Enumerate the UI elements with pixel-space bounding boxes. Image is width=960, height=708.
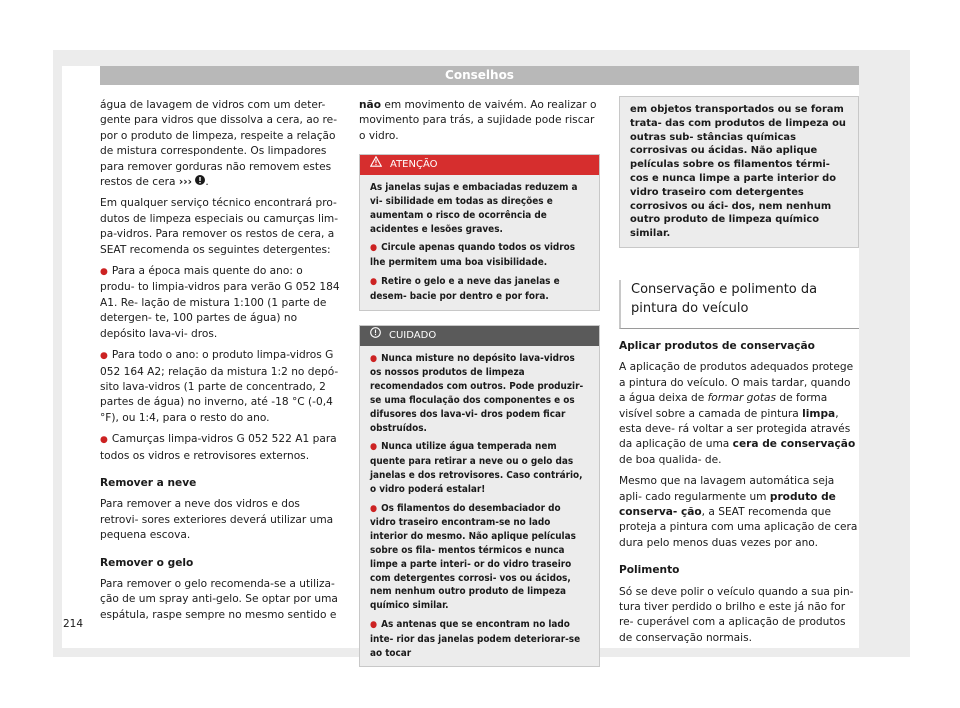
paragraph-text: água de lavagem de vidros com um deter- gente para vidros que dissolva a cera, ao re- por o produto de limpeza, respeite a relação de mistura correspondente. Os limpadores para remover gorduras não removem estes restos de cera <box>100 99 338 189</box>
list-item-text: Para a época mais quente do ano: o produ- to limpia-vidros para verão G 052 184 A1. Re- lação de mistura 1:100 (1 parte de detergen- te, 100 partes de água) no depósito lava-vi- dros. <box>100 265 340 340</box>
italic-run: formar gotas <box>707 392 777 405</box>
caution-header <box>360 326 599 346</box>
paragraph-text: em movimento de vaivém. Ao realizar o movimento para trás, a sujidade pode riscar o vidro. <box>359 99 597 142</box>
list-item <box>100 348 340 426</box>
subheading-remover-gelo: Remover o gelo <box>100 556 194 569</box>
section-title-text: Conservação e polimento da pintura do veículo <box>631 281 818 316</box>
list-item-text: As antenas que se encontram no lado inte- rior das janelas podem deteriorar-se ao tocar <box>370 618 581 659</box>
bullet-icon: ● <box>370 353 378 364</box>
list-item <box>370 618 589 660</box>
list-item-text: Retire o gelo e a neve das janelas e desem- bacie por dentro e por fora. <box>370 276 560 302</box>
paragraph: Para remover o gelo recomenda-se a utiliza- ção de um spray anti-gelo. Se optar por uma espátula, raspe sempre no mesmo sentido e <box>100 577 338 621</box>
list-item-text: Camurças limpa-vidros G 052 522 A1 para todos os vidros e retrovisores externos. <box>100 433 337 462</box>
list-item-text: Os filamentos do desembaciador do vidro traseiro encontram-se no lado interior do mesmo. Não aplique películas sobre os fila- mentos térmicos e nunca limpe a parte interi- or do vidro traseiro com detergentes corrosi- vos ou ácidos, nem nenhum outro produto de limpeza químico similar. <box>370 502 576 612</box>
list-item-text: Para todo o ano: o produto limpa-vidros G 052 164 A2; relação da mistura 1:2 no depó- sito lava-vidros (1 parte de concentrado, 2 partes de água) no inverno, até -18 °C (-0,4 °F), ou 1:4, para o resto do ano. <box>100 349 339 424</box>
section-title <box>619 280 859 329</box>
list-item-text: Nunca utilize água temperada nem quente para retirar a neve ou o gelo das janelas e dos retrovisores. Caso contrário, o vidro poderá estalar! <box>370 441 583 495</box>
paragraph <box>359 98 600 144</box>
warning-label: ATENÇÃO <box>390 159 438 171</box>
warning-box <box>359 154 600 310</box>
bullet-icon: ● <box>370 442 378 453</box>
bold-run: limpa <box>802 407 836 420</box>
list-item-text: Circule apenas quando todos os vidros lhe permitem uma boa visibilidade. <box>370 242 576 269</box>
bullet-icon: ● <box>370 277 378 287</box>
bullet-icon: ● <box>370 503 378 514</box>
paragraph: Só se deve polir o veículo quando a sua pin- tura tiver perdido o brilho e este já não for re- cuperável com a aplicação de produtos de conservação normais. <box>619 585 854 644</box>
bullet-icon: ● <box>100 435 108 446</box>
text-run: A aplicação de produtos adequados protege a pintura do veículo. O mais tardar, quando a água deixa de <box>619 361 854 405</box>
text-run: , a SEAT recomenda que proteja a pintura com uma aplicação de cera dura pelo menos duas vezes por ano. <box>619 506 858 549</box>
paragraph: Para remover a neve dos vidros e dos retrovi- sores exteriores deverá utilizar uma pequena escova. <box>100 498 334 542</box>
text-run: Mesmo que na lavagem automática seja apli- cado regularmente um <box>619 475 835 503</box>
bullet-icon: ● <box>100 351 108 362</box>
paragraph: água de lavagem de vidros com um deter- gente para vidros que dissolva a cera, ao re- por o produto de limpeza, respeite a relação de mistura correspondente. Os limpadores para remover gorduras não removem estes restos de cera ››› . <box>100 98 340 190</box>
info-icon <box>195 175 205 190</box>
bold-run: cera de conservação <box>732 438 856 451</box>
emphasis: não <box>359 99 381 111</box>
bullet-icon: ● <box>370 619 378 630</box>
paragraph: Em qualquer serviço técnico encontrará pro- dutos de limpeza especiais ou camurças lim- pa-vidros. Para remover os restos de cera, a SEAT recomenda os seguintes detergentes: <box>100 197 339 256</box>
list-item <box>370 502 589 613</box>
warning-body <box>360 175 599 309</box>
list-item <box>370 241 589 270</box>
subheading-remover-neve: Remover a neve <box>100 476 197 489</box>
list-item <box>370 275 589 304</box>
bold-run: produto de conserva- ção <box>619 490 836 519</box>
bullet-icon: ● <box>100 267 108 278</box>
caution-body <box>360 346 599 667</box>
column-3 <box>619 96 859 652</box>
warning-header <box>360 155 599 175</box>
caution-label: CUIDADO <box>389 329 437 341</box>
cross-reference-arrows[interactable]: ››› <box>178 176 192 189</box>
caution-box <box>359 325 600 668</box>
page-number: 214 <box>63 618 84 630</box>
bullet-icon: ● <box>370 243 378 254</box>
text-run: , esta deve- rá voltar a ser protegida através da aplicação de uma <box>619 407 851 451</box>
text-run: de boa qualida- de. <box>619 453 722 466</box>
column-2 <box>359 98 600 667</box>
list-item <box>100 432 340 464</box>
paragraph <box>619 360 859 468</box>
caution-circle-icon <box>370 326 381 346</box>
list-item-text: Nunca misture no depósito lava-vidros os nossos produtos de limpeza recomendados com outros. Pode produzir-se uma floculação dos componentes e os difusores dos lava-vi- dros podem ficar obstruídos. <box>370 352 584 434</box>
list-item <box>370 440 589 496</box>
subheading-polimento: Polimento <box>619 564 680 577</box>
paragraph <box>619 474 859 551</box>
list-item <box>100 264 340 342</box>
warning-text: As janelas sujas e embaciadas reduzem a vi- sibilidade em todas as direções e aumentam o risco de ocorrência de acidentes e lesões graves. <box>370 182 578 235</box>
warning-triangle-icon <box>370 155 382 175</box>
page-header-title: Conselhos <box>445 68 514 82</box>
subheading-aplicar-produtos: Aplicar produtos de conservação <box>619 339 815 352</box>
caution-continued-text: em objetos transportados ou se foram trata- das com produtos de limpeza ou outras sub- stâncias químicas corrosivas ou ácidas. Não aplique películas sobre os filamentos térmi- cos e nunca limpe a parte interior do vidro traseiro com detergentes corrosivos ou áci- dos, nem nenhum outro produto de limpeza químico similar. <box>630 104 846 240</box>
column-1 <box>100 98 340 629</box>
text-run: de forma visível sobre a camada de pintura <box>619 392 828 420</box>
list-item <box>370 352 589 436</box>
caution-box-continued <box>619 96 859 248</box>
